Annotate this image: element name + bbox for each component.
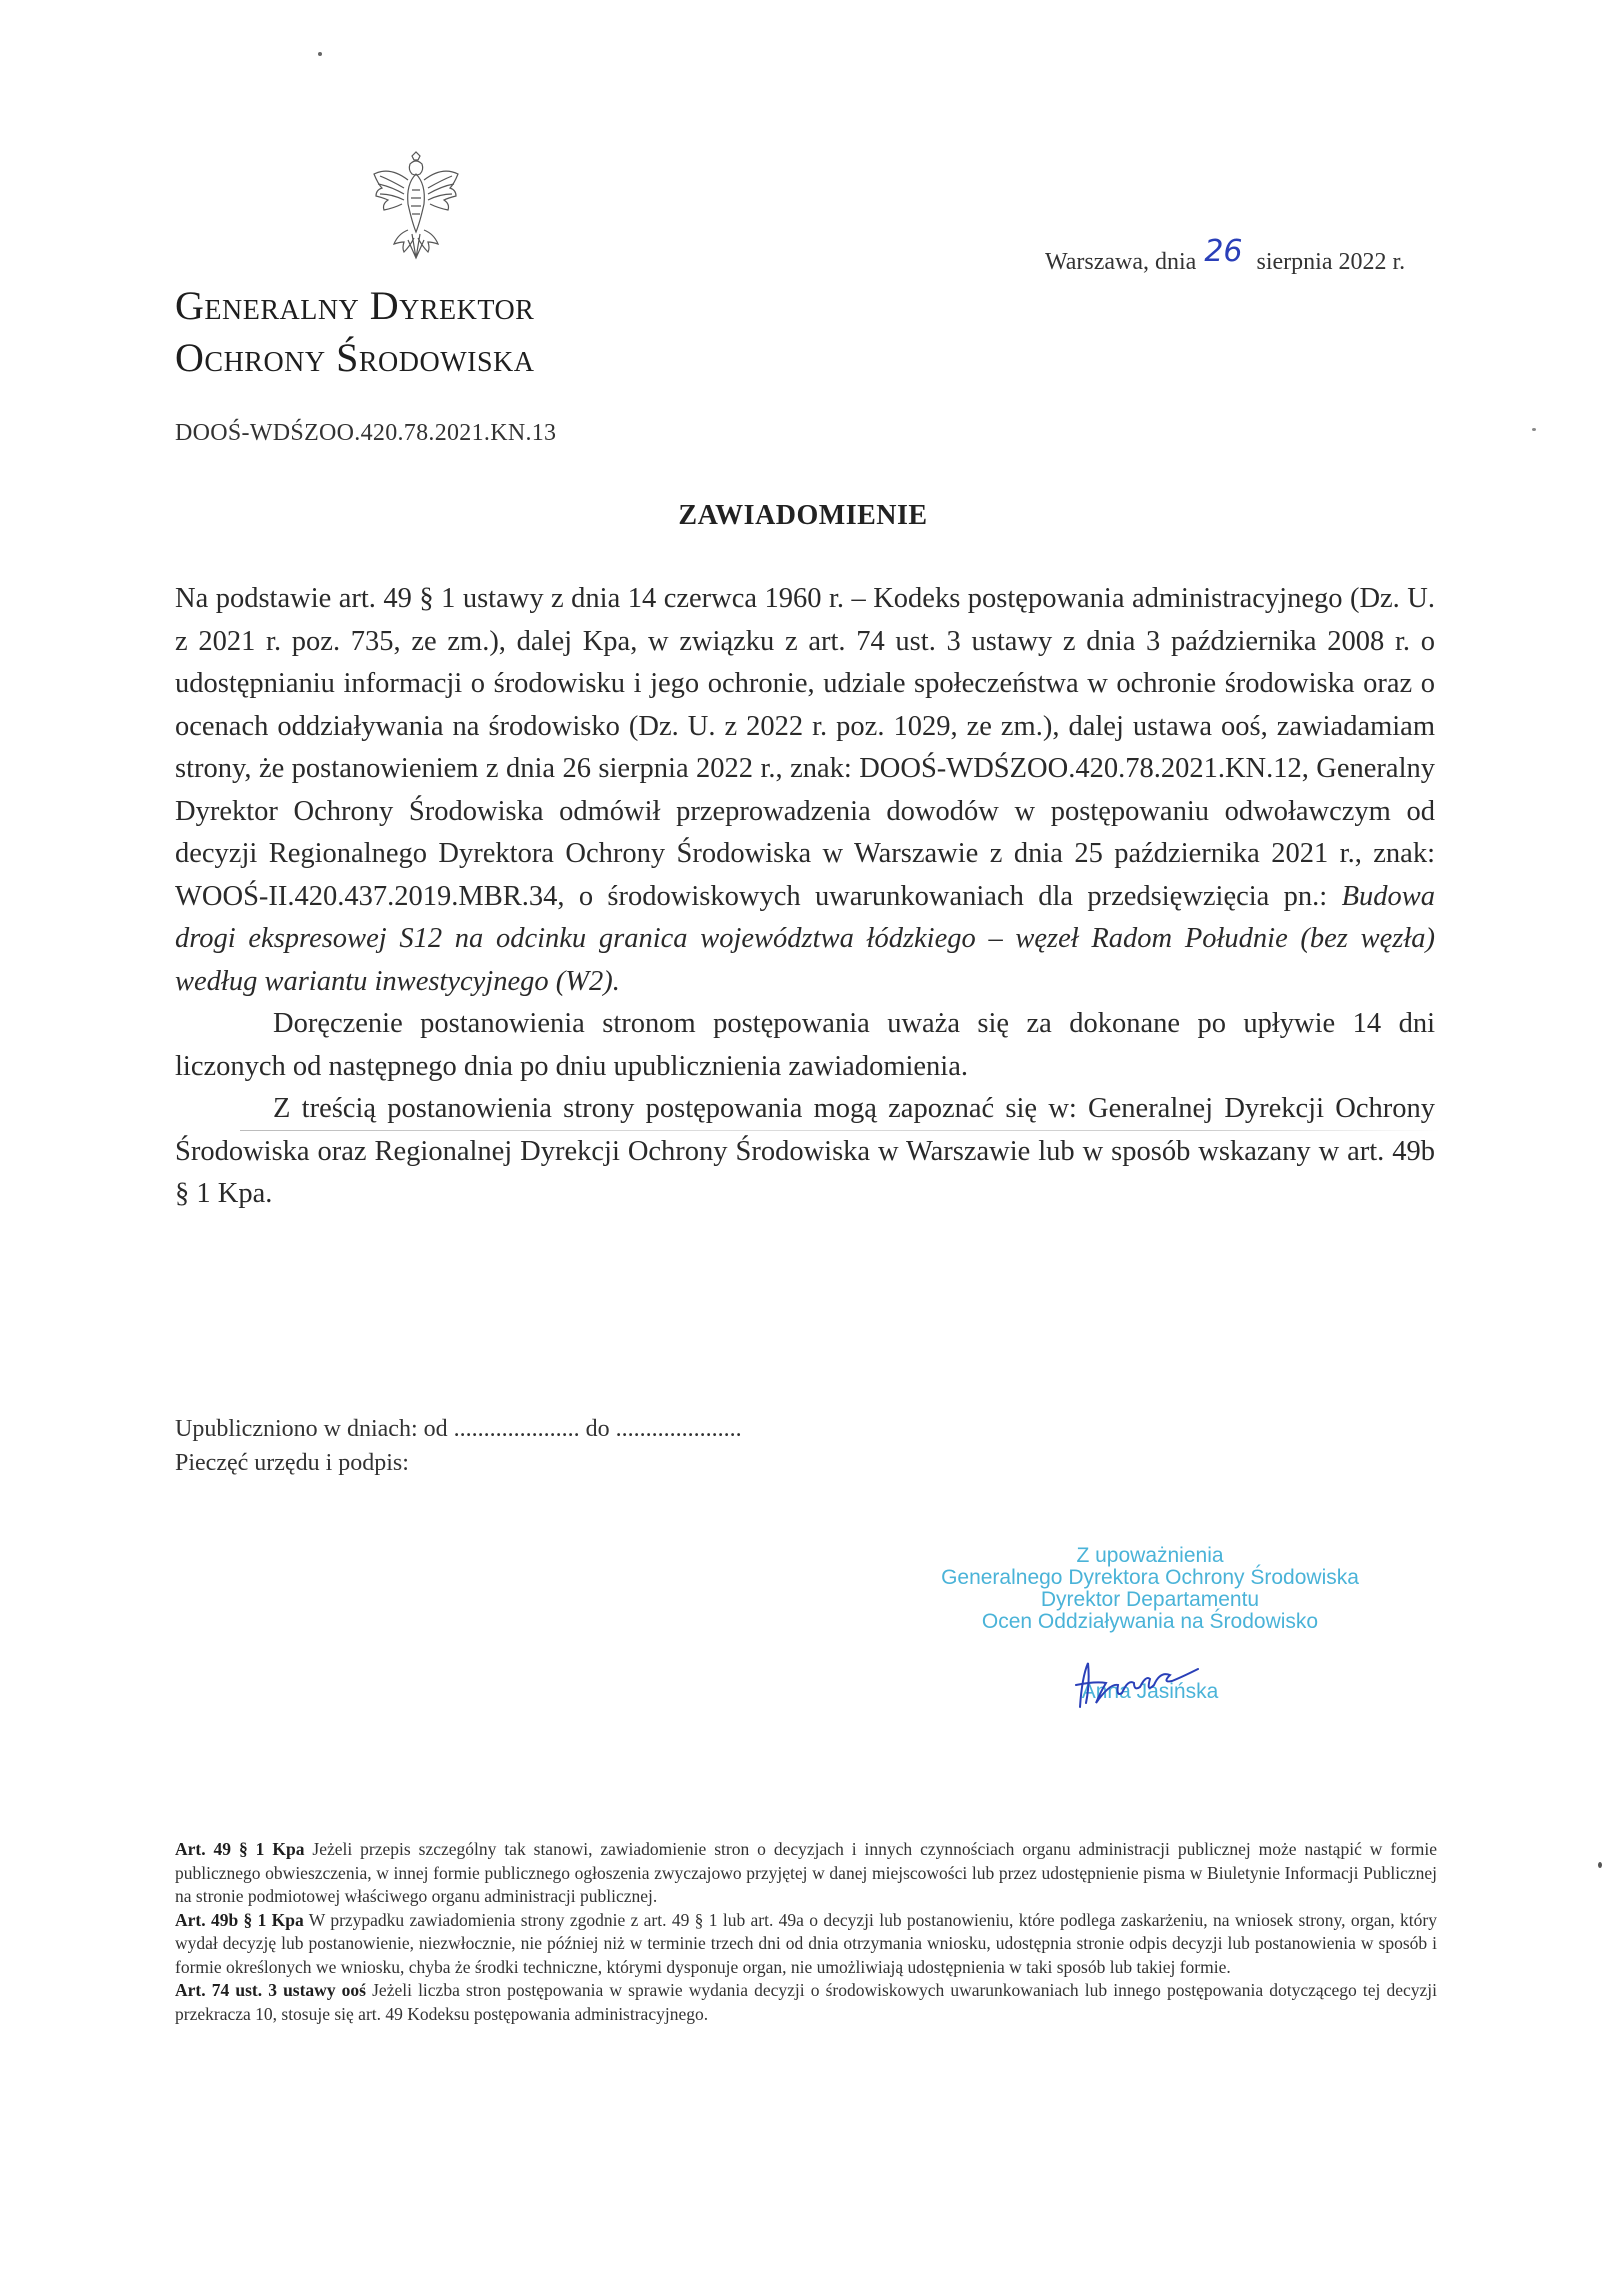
organization-name [175,280,534,384]
signer-name: Anna Jasińska [1081,1680,1219,1703]
organization-name-line2: Ochrony Środowiska [175,335,535,380]
footnote-label: Art. 49b § 1 Kpa [175,1909,304,1930]
stamp-line: Ocen Oddziaływania na Środowisko [981,1610,1319,1633]
publication-dates-line: Upubliczniono w dniach: od ..................... do ..................... [175,1416,742,1442]
footnote-item [175,1838,1437,1909]
body-paragraph-1 [175,578,1435,1003]
stamp-line: Generalnego Dyrektora Ochrony Środowiska [941,1566,1359,1589]
place-prefix: Warszawa, dnia [1045,249,1197,275]
document-title: ZAWIADOMIENIE [678,500,928,531]
footnote-text: Jeżeli przepis szczególny tak stanowi, zawiadomienie stron o decyzjach i innych czynnościach organu administracji publicznej może nastąpić w formie publicznego obwieszczenia, w innej formie publicznego ogłoszenia zwyczajowo przyjętej w danej miejscowości lub przez udostępnienie pisma w Biuletynie Informacji Publicznej na stronie podmiotowej właściwego organu administracji publicznej. [175,1839,1437,1906]
footnote-text: Jeżeli liczba stron postępowania w sprawie wydania decyzji o środowiskowych uwarunkowaniach lub innego postępowania dotyczącego tej decyzji przekracza 10, stosuje się art. 49 Kodeksu postępowania administracyjnego. [175,1980,1437,2024]
document-body [175,578,1435,1216]
scan-speck [318,52,322,56]
handwritten-day: 26 [1204,234,1243,269]
polish-eagle-emblem-icon [368,150,464,265]
publication-block [175,1412,742,1480]
body-paragraph-2: Doręczenie postanowienia stronom postępowania uważa się za dokonane po upływie 14 dni liczonych od następnego dnia po dniu upublicznienia zawiadomienia. [175,1008,1435,1082]
stamp-and-signature-label: Pieczęć urzędu i podpis: [175,1450,409,1476]
legal-footnotes [175,1838,1437,2026]
stamp-line: Dyrektor Departamentu [1040,1588,1260,1611]
handwritten-signature-icon [1070,1655,1230,1715]
paragraph-1-text: Na podstawie art. 49 § 1 ustawy z dnia 14 czerwca 1960 r. – Kodeks postępowania administracyjnego (Dz. U. z 2021 r. poz. 735, ze zm.), dalej Kpa, w związku z art. 74 ust. 3 ustawy z dnia 3 października 2008 r. o udostępnianiu informacji o środowisku i jego ochronie, udziale społeczeństwa w ochronie środowiska oraz o ocenach oddziaływania na środowisko (Dz. U. z 2022 r. poz. 1029, ze zm.), dalej ustawa ooś, zawiadamiam strony, że postanowieniem z dnia 26 sierpnia 2022 r., znak: DOOŚ-WDŚZOO.420.78.2021.KN.12, Generalny Dyrektor Ochrony Środowiska odmówił przeprowadzenia dowodów w postępowaniu odwoławczym od decyzji Regionalnego Dyrektora Ochrony Środowiska w Warszawie z dnia 25 października 2021 r., znak: WOOŚ-II.420.437.2019.MBR.34, o środowiskowych uwarunkowaniach dla przedsięwzięcia pn.: [175,583,1435,912]
footnote-item [175,1979,1437,2026]
scan-speck [1532,428,1536,431]
body-paragraph-3: Z treścią postanowienia strony postępowania mogą zapoznać się w: Generalnej Dyrekcji Ochrony Środowiska oraz Regionalnej Dyrekcji Ochrony Środowiska w Warszawie lub w sposób wskazany w art. 49b § 1 Kpa. [175,1093,1435,1209]
organization-name-line1: Generalny Dyrektor [175,283,535,328]
date-suffix: sierpnia 2022 r. [1256,249,1406,275]
footnote-label: Art. 49 § 1 Kpa [175,1839,305,1859]
scan-speck [1598,1862,1602,1868]
footnote-label: Art. 74 ust. 3 ustawy ooś [175,1980,366,2000]
place-and-date [1045,234,1406,277]
project-name: Budowa drogi ekspresowej S12 na odcinku granica województwa łódzkiego – węzeł Radom Południe (bez węzła) według wariantu inwestycyjnego (W2). [175,880,1435,997]
stamp-line: Z upoważnienia [1076,1544,1224,1567]
footnote-item [175,1909,1437,1980]
reference-number: DOOŚ-WDŚZOO.420.78.2021.KN.13 [175,420,557,446]
authorization-stamp [910,1545,1390,1633]
footnote-text: W przypadku zawiadomienia strony zgodnie z art. 49 § 1 lub art. 49a o decyzji lub postanowieniu, które podlega zaskarżeniu, na wniosek strony, organ, który wydał decyzję lub postanowienie, niezwłocznie, nie później niż w terminie trzech dni od dnia otrzymania wniosku, udostępnia stronie odpis decyzji lub postanowienia w sposób i formie określonych we wniosku, chyba że środki techniczne, którymi dysponuje organ, nie umożliwiają udostępnienia w taki sposób lub takiej formie. [175,1909,1438,1977]
